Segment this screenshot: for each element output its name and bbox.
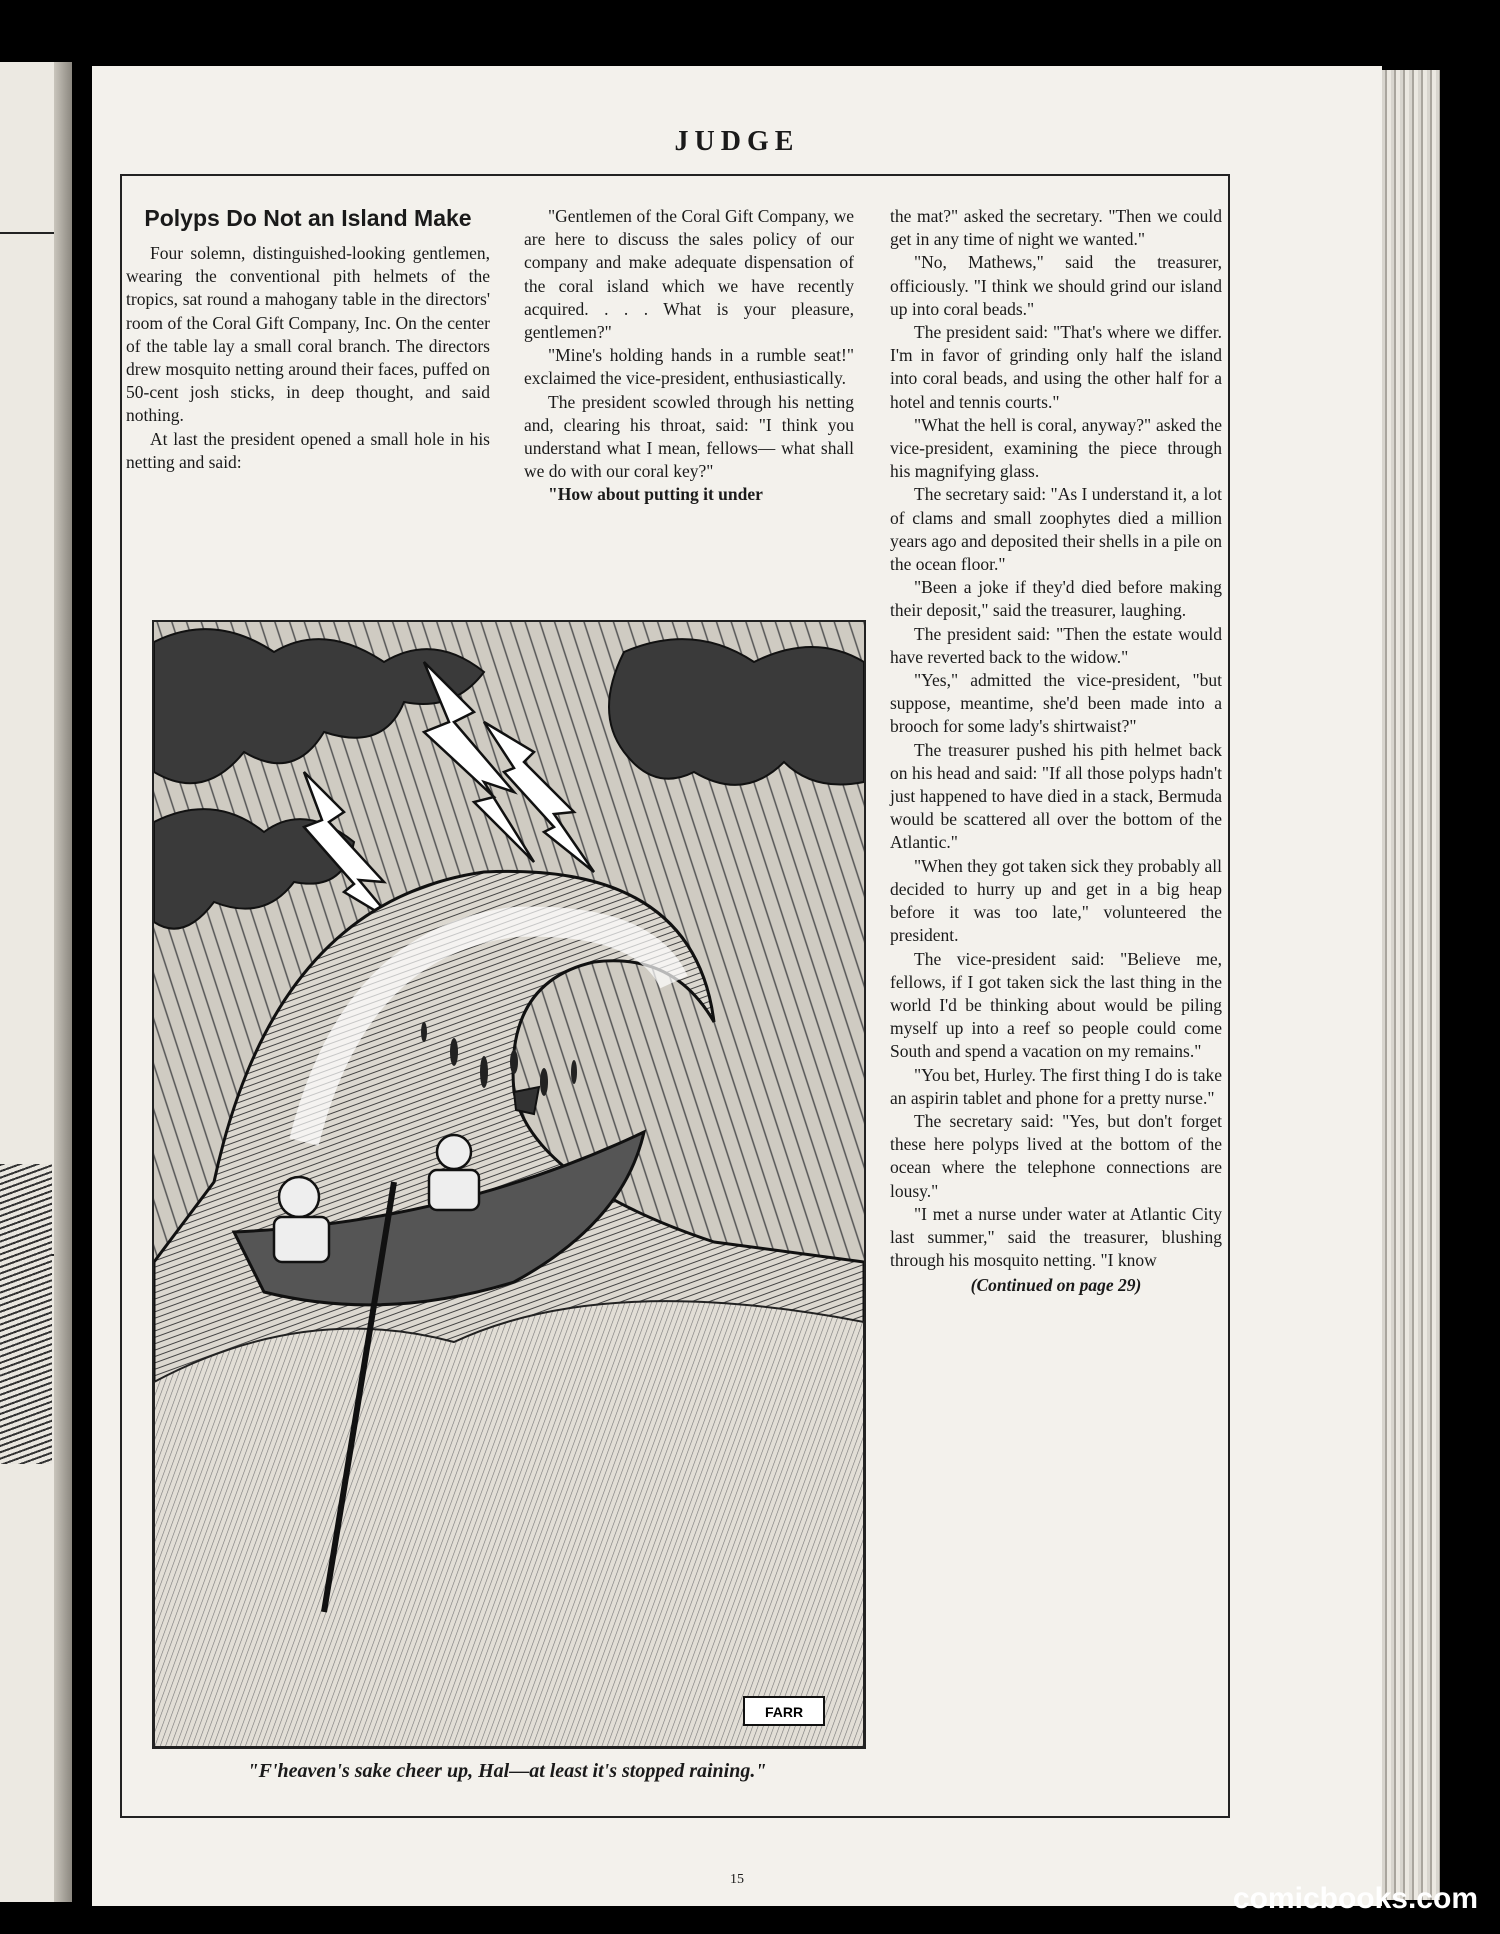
paragraph: the mat?" asked the secretary. "Then we could get in any time of night we wanted." — [890, 206, 1222, 250]
left-page-sketch — [0, 1164, 52, 1464]
left-page-illustration-fragment — [0, 232, 56, 1256]
paragraph: "No, Mathews," said the treasurer, officiously. "I think we should grind our island up into coral beads." — [890, 252, 1222, 319]
paragraph: "Gentlemen of the Coral Gift Company, we are here to discuss the sales policy of our company and make adequate dispensation of the coral island which we have recently acquired. . . . What is your pleasure, gentlemen?" — [524, 206, 854, 343]
paragraph: "How about putting it under — [548, 484, 763, 505]
paragraph: "You bet, Hurley. The first thing I do is take an aspirin tablet and phone for a pretty nurse." — [890, 1064, 1222, 1108]
continued-note: (Continued on page 29) — [970, 1275, 1142, 1296]
cartoon-illustration — [152, 620, 866, 1749]
running-head: JUDGE — [674, 126, 800, 157]
book-gutter — [54, 62, 72, 1902]
paragraph: The president said: "Then the estate would have reverted back to the widow." — [890, 623, 1222, 667]
article-column-1 — [126, 205, 490, 474]
paragraph: The president scowled through his netting and, clearing his throat, said: "I think you understand what I mean, fellows— what shall we do with our coral key?" — [524, 391, 854, 482]
paragraph: Four solemn, distinguished-looking gentlemen, wearing the conventional pith helmets of the tropics, sat round a mahogany table in the directors' room of the Coral Gift Company, Inc. On the center of the table lay a small coral branch. The directors drew mosquito netting around their faces, puffed on 50-cent josh sticks, in deep thought, and said nothing. — [126, 243, 490, 426]
foreground-sea — [154, 1301, 864, 1747]
page-number: 15 — [730, 1872, 744, 1887]
paragraph: The secretary said: "As I understand it, a lot of clams and small zoophytes died a million years ago and deposited their shells in a pile on the ocean floor." — [890, 484, 1222, 575]
article-column-2 — [524, 205, 854, 507]
paragraph: "I met a nurse under water at Atlantic City last summer," said the treasurer, blushing through his mosquito netting. "I know — [890, 1203, 1222, 1271]
paragraph: "Mine's holding hands in a rumble seat!" exclaimed the vice-president, enthusiastically. — [524, 345, 854, 389]
page-stack-edge — [1382, 70, 1440, 1900]
left-facing-page — [0, 62, 72, 1902]
paragraph: At last the president opened a small hole in his netting and said: — [126, 428, 490, 472]
artist-signature: FARR — [764, 1704, 804, 1720]
paragraph: The secretary said: "Yes, but don't forget these here polyps lived at the bottom of the ocean where the telephone connections are lousy." — [890, 1110, 1222, 1201]
paragraph: "Yes," admitted the vice-president, "but suppose, meantime, she'd been made into a brooch for some lady's shirtwaist?" — [890, 670, 1222, 737]
article-title: Polyps Do Not an Island Make — [144, 205, 472, 231]
storm-wave-boat-drawing — [154, 622, 864, 1747]
paragraph: "What the hell is coral, anyway?" asked the vice-president, examining the piece through his magnifying glass. — [890, 414, 1222, 482]
flying-hat — [514, 1087, 539, 1114]
paragraph: "Been a joke if they'd died before making their deposit," said the treasurer, laughing. — [890, 577, 1222, 621]
paragraph: "When they got taken sick they probably all decided to hurry up and get in a big heap before it was too late," volunteered the president. — [890, 855, 1222, 946]
paragraph: The president said: "That's where we differ. I'm in favor of grinding only half the island into coral beads, and using the other half for a hotel and tennis courts." — [890, 322, 1222, 412]
site-watermark: comicbooks.com — [1232, 1882, 1478, 1915]
paragraph: The treasurer pushed his pith helmet back on his head and said: "If all those polyps hadn't just happened to have died in a stack, Bermuda would be scattered all over the bottom of the Atlantic." — [890, 739, 1222, 853]
cartoon-caption: "F'heaven's sake cheer up, Hal—at least it's stopped raining." — [247, 1760, 767, 1782]
article-column-3 — [890, 205, 1222, 1298]
paragraph: The vice-president said: "Believe me, fellows, if I got taken sick the last thing in the world I'd be thinking about would be piling myself up into a reef so people could come South and spend a vacation on my remains." — [890, 948, 1222, 1062]
